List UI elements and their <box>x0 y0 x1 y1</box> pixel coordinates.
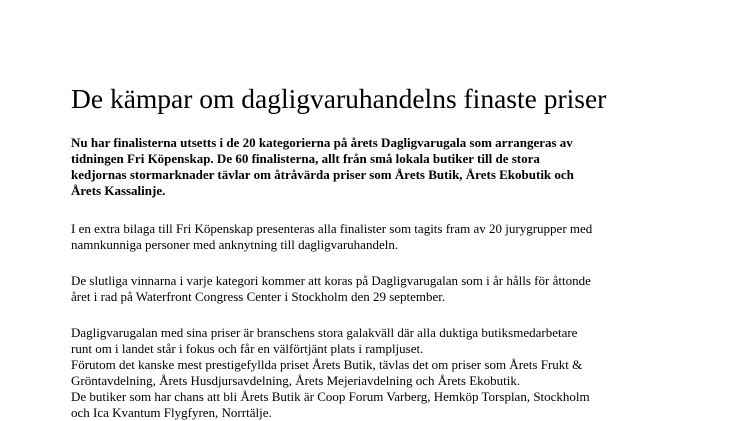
lead-line: Nu har finalisterna utsetts i de 20 kategorierna på årets Dagligvarugala som arrangeras av <box>71 135 573 150</box>
lead-line: kedjornas stormarknader tävlar om åtråvärda priser som Årets Butik, Årets Ekobutik och <box>71 167 574 182</box>
paragraph-line: Gröntavdelning, Årets Husdjursavdelning, Årets Mejeriavdelning och Årets Ekobutik. <box>71 373 521 388</box>
paragraph-vinnare <box>71 273 691 305</box>
paragraph-line: runt om i landet står i fokus och får en välförtjänt plats i rampljuset. <box>71 341 424 356</box>
paragraph-line: namnkunniga personer med anknytning till dagligvaruhandeln. <box>71 237 399 252</box>
paragraph-line: året i rad på Waterfront Congress Center i Stockholm den 29 september. <box>71 289 446 304</box>
lead-line: tidningen Fri Köpenskap. De 60 finalisterna, allt från små lokala butiker till de stora <box>71 151 540 166</box>
paragraph-line: Dagligvarugalan med sina priser är branschens stora galakväll där alla duktiga butiksmedarbetare <box>71 325 578 340</box>
article-headline: De kämpar om dagligvaruhandelns finaste priser <box>71 83 607 114</box>
article-lead <box>71 135 691 199</box>
lead-line: Årets Kassalinje. <box>71 183 166 198</box>
paragraph-line: och Ica Kvantum Flygfyren, Norrtälje. <box>71 405 272 420</box>
paragraph-line: Förutom det kanske mest prestigefyllda priset Årets Butik, tävlas det om priser som Årets Frukt & <box>71 357 583 372</box>
paragraph-gala <box>71 325 691 421</box>
paragraph-bilaga <box>71 221 691 253</box>
paragraph-line: De slutliga vinnarna i varje kategori kommer att koras på Dagligvarugalan som i år hålls för åttonde <box>71 273 591 288</box>
paragraph-line: I en extra bilaga till Fri Köpenskap presenteras alla finalister som tagits fram av 20 jurygrupper med <box>71 221 593 236</box>
paragraph-line: De butiker som har chans att bli Årets Butik är Coop Forum Varberg, Hemköp Torsplan, Stockholm <box>71 389 590 404</box>
